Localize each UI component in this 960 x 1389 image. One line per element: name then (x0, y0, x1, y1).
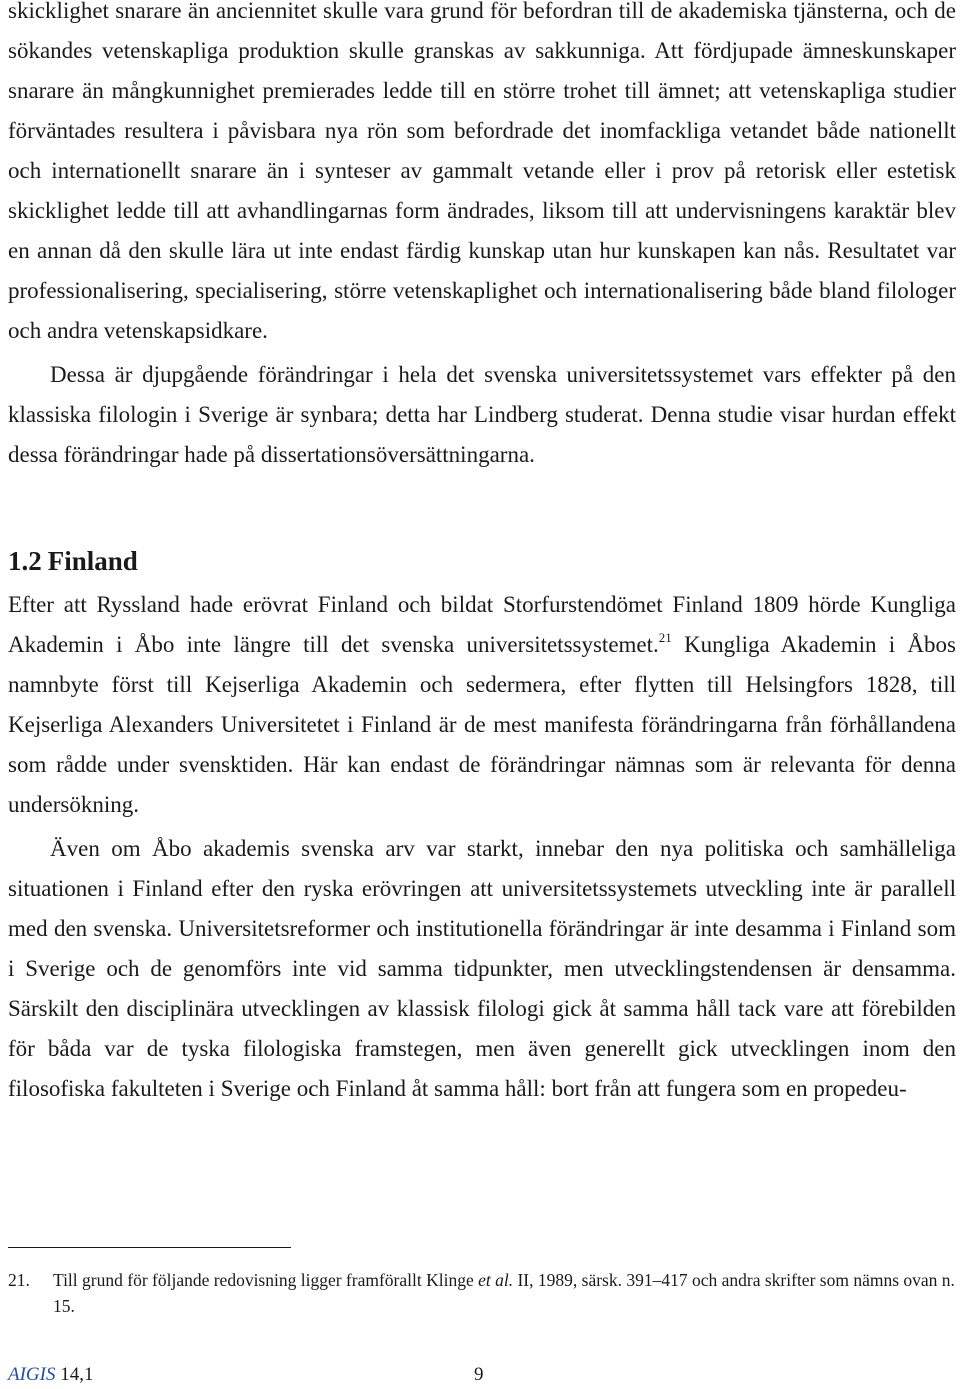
paragraph-text: Efter att Ryssland hade erövrat Finland och bildat Storfurstendömet Finland 1809 hörde Kungliga Akademin i Åbo inte längre till det svenska universitetssystemet. (8, 592, 956, 657)
journal-name[interactable]: AIGIS (8, 1364, 56, 1385)
footnote-et-al: et al. (478, 1270, 514, 1290)
paragraph-continued (8, 0, 956, 351)
section-number: 1.2 (8, 546, 42, 576)
footnote-number: 21. (8, 1270, 30, 1290)
paragraph-changes: Dessa är djupgående förändringar i hela det svenska universitetssystemet vars effekter på den klassiska filologin i Sverige är synbara; detta har Lindberg studerat. Denna studie visar hurdan effekt dessa förändringar hade på dissertationsöversättningarna. (8, 362, 956, 467)
footnote-divider (8, 1247, 291, 1248)
journal-volume: 14,1 (60, 1364, 94, 1385)
paragraph-finland-development: Även om Åbo akademis svenska arv var starkt, innebar den nya politiska och samhälleliga situationen i Finland efter den ryska erövringen att universitetssystemets utveckling inte är parallell med den svenska. Universitetsreformer och institutionella förändringar är inte desamma i Finland som i Sverige och de genomförs inte vid samma tidpunkter, men utvecklingstendensen är densamma. Särskilt den disciplinära utvecklingen av klassisk filologi gick åt samma håll tack vare att förebilden för båda var de tyska filologiska framstegen, men även generellt gick utvecklingen inom den filosofiska fakulteten i Sverige och Finland åt samma håll: bort från att fungera som en propedeu- (8, 836, 956, 1101)
footnote-text-part: II, 1989, särsk. 391–417 och andra skrifter som nämns ovan n. 15. (53, 1270, 955, 1316)
footnote-text-part: Till grund för följande redovisning ligger framförallt Klinge (53, 1270, 474, 1290)
section-title: Finland (47, 546, 138, 576)
footnote (8, 1267, 956, 1319)
page-footer (8, 1362, 956, 1388)
footnote-text (53, 1267, 956, 1319)
paragraph-finland-intro (8, 585, 956, 825)
paragraph-text: Att fördjupade ämneskunskaper snarare än mångkunnighet premierades ledde till en större trohet till ämnet; att vetenskapliga studier förväntades resultera i påvisbara nya rön som befordrade det inomfackliga vetandet både nationellt och internationellt snarare än i synteser av gammalt vetande eller i prov på retorisk eller estetisk skicklighet ledde till att avhandlingarnas form ändrades, liksom till att undervisningens karaktär blev en annan då den skulle lära ut inte endast färdig kunskap utan hur kunskapen kan nås. Resultatet var professionalisering, specialisering, större vetenskaplighet och internationalisering både bland filologer och andra vetenskapsidkare. (8, 38, 956, 343)
page-body (8, 0, 956, 1109)
page-number: 9 (474, 1364, 484, 1385)
paragraph-text: Kungliga Akademin i Åbos namnbyte först till Kejserliga Akademin och sedermera, efter flytten till Helsingfors 1828, till Kejserliga Alexanders Universitetet i Finland är de mest manifesta förändringarna från förhållandena som rådde under svensktiden. Här kan endast de förändringar nämnas som är relevanta för denna undersökning. (8, 632, 956, 817)
paragraph-text: skicklighet snarare än anciennitet skulle vara grund för befordran till de akademiska tjänsterna, och de sökandes vetenskapliga produktion skulle granskas av sakkunniga. (8, 0, 956, 63)
footnote-reference[interactable]: 21 (658, 630, 672, 645)
section-heading (8, 541, 956, 581)
